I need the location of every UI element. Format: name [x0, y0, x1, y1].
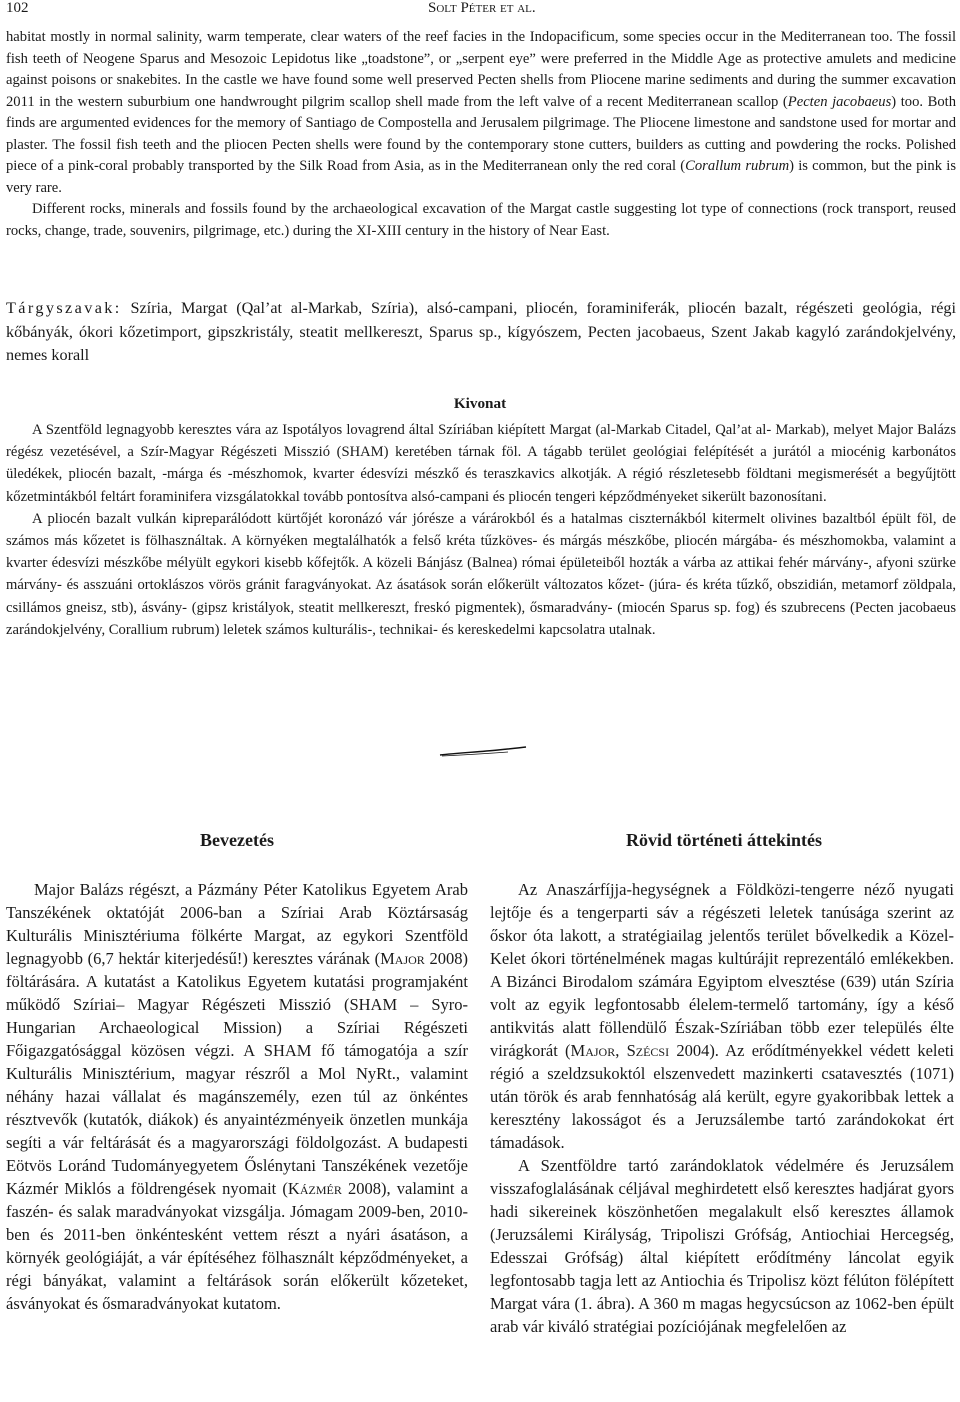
keywords-label: Tárgyszavak:	[6, 299, 122, 317]
citation-author: Major	[380, 949, 425, 968]
kivonat-paragraph-1: A Szentföld legnagyobb keresztes vára az Ispotályos lovagrend által Szíriában kiépített Margat (al-Markab Citadel, Qal’at al- Markab), melyet Major Balázs régész vezetésével, a Szír-Magyar Régészeti Misszió (SHAM) keretében tárnak föl. A tágabb terület geológiai felépítését a jurától a miocénig karbonátos üledékek, pliocén bazalt, -márga és -mészhomok, kvarter édesvízi mészkő és teraszkavics alkotják. A régió részletesebb földtani megismerését a begyűjtött kőzetmintákból feltárt foraminifera vizsgálatokkal tovább pontosítva alsó-campani és pliocén tengeri képződményeket sikerült bazonosítani.	[6, 422, 956, 505]
citation-author: Kázmér	[287, 1179, 342, 1198]
attekintes-text-1: Az Anaszárfíjja-hegységnek a Földközi-tengerre néző nyugati lejtője és a tengerparti sáv a régészeti leletek tanúsága szerint az őskor óta lakott, a stratégiailag jelentős terület bővelkedik a Közel-Kelet ókori történelmének magas kultúrájit reprezentáló emlékekben. A Bizánci Birodalom számára Egyiptom elvesztése (639) után Szíria volt az egyik legfontosabb élelem-termelő tartomány, így a késő antikvitás alatt föllendülő Észak-Szíriában több ezer település élte virágkorát (	[490, 880, 954, 1060]
citation-author: Major	[570, 1041, 616, 1060]
bevezetes-paragraph	[6, 878, 468, 1315]
keywords-block	[6, 297, 956, 368]
english-abstract-text-2: ) too. Both finds are argumented evidences for the memory of Santiago de Compostella and Jerusalem pilgrimage. The Pliocene limestone and sandstone used for mortar and plaster. The fossil fish teeth and the pliocen Pecten shells were found by the contemporary stone cutters, builders as cutting and powdering the rocks. Polished piece of a pink-coral probably transported by the Silk Road from Asia, as in the Mediterranean only the red coral (	[6, 93, 956, 174]
attekintes-paragraph-2: A Szentföldre tartó zarándoklatok védelmére és Jeruzsálem visszafoglalásának céljával meghirdetett első keresztes hadjárat gyors hadi sikereinek köszönhetően megalakult első keresztes államok (Jeruzsálemi Királyság, Tripoliszi Grófság, Antiochiai Hercegség, Edesszai Grófság) által kiépített erődítmény láncolat egyik legfontosabb tagja lett az Antiochia és Tripolisz közt félúton fölépített Margat vára (1. ábra). A 360 m magas hegycsúcson az 1062-ben épült arab vár kiváló stratégiai pozíciójának megfelelően az	[490, 1156, 954, 1336]
english-abstract-text-1: habitat mostly in normal salinity, warm temperate, clear waters of the reef facies in the Indopacificum, some species occur in the Mediterranean too. The fossil fish teeth of Neogene Sparus and Mesozoic Lepidotus like „toadstone”, or „serpent eye” were preferred in the Middle Age as protective amulets and medicine against poisons or snakebites. In the castle we have found some well preserved Pecten shells from Pliocene marine sediments and during the summer excavation 2011 in the western suburbium one handwrought pilgrim scallop shell made from the left valve of a recent Mediterranean scallop (	[6, 29, 956, 110]
kivonat-paragraph-2: A pliocén bazalt vulkán kipreparálódott kürtőjét koronázó vár jórésze a várárokból és a hatalmas ciszternákból kitermelt olivines bazaltból épült föl, de számos más kőzetet is fölhasználtak. A környéken megtalálhatók a felső kréta tűzköves- és márgás mészkőbe, pliocén márgába- és mészhomokba, valamint a kvarter édesvízi mészkőbe mélyült egykori kisebb kőfejtők. A közeli Bánjász (Balnea) római épületeiből hozták a várba az attikai fehér márvány-, afyoni szürke márvány- és asszuáni ortoklászos vörös gránit faragványokat. Az ásatások során előkerült változatos kőzet- (júra- és kréta tűzkő, obszidián, metamorf zöldpala, csillámos gneisz, stb), ásvány- (gipsz kristályok, steatit mellkereszt, freskó pigmentek), ősmaradvány- (miocén Sparus sp. fog) és szubrecens (Pecten jacobaeus zarándokjelvény, Corallium rubrum) leletek számos kulturális-, technikai- és kereskedelmi kapcsolatra utalnak.	[6, 510, 956, 638]
attekintes-text-2: 2004). Az erődítményekkel védett keleti régió a szeldzsukoktól elszenvedett mazinkerti csatavesztés (1071) után török és arab fennhatóság alá került, egyre gyakoribbak lettek a keresztény lakosságot és a Jeruzsálembe tartó zarándokokat ért támadások.	[490, 1041, 954, 1152]
bevezetes-text-1: Major Balázs régészt, a Pázmány Péter Katolikus Egyetem Arab Tanszékének oktatóját 2006-ban a Szíriai Arab Köztársaság Kulturális Minisztériuma fölkérte Margat, az egykori Szentföld legnagyobb (6,7 hektár kiterjedésű!) keresztes várának (	[6, 880, 468, 968]
section-divider-ornament	[438, 744, 528, 760]
page-number: 102	[6, 0, 29, 16]
english-abstract	[6, 27, 956, 242]
heading-tortenti-attekintes: Rövid történeti áttekintés	[626, 830, 822, 850]
english-abstract-paragraph-2: Different rocks, minerals and fossils found by the archaeological excavation of the Margat castle suggesting lot type of connections (rock transport, reused rocks, change, trade, souvenirs, pilgrimage, etc.) during the XI-XIII century in the history of Near East.	[6, 201, 956, 239]
running-head-authors: Solt Péter et al.	[428, 0, 536, 16]
heading-bevezetes: Bevezetés	[200, 830, 274, 850]
english-abstract-text-3: ) is common, but the pink is very rare.	[6, 158, 956, 196]
bevezetes-text-2: 2008) föltárására. A kutatást a Katolikus Egyetem kutatási programjaként működő Szíriai– Magyar Régészeti Misszió (SHAM – Syro-Hungarian Archaeological Mission) a Szíriai Régészeti Főigazgatósággal közösen végzi. A SHAM fő támogatója a szír Kulturális Minisztérium, magyar részről a Mol NyRt., valamint néhány hazai vállalat és magánszemély, ezen túl az önkéntes résztvevők (kutatók, diákok) és anyaintézményeik önzetlen munkája segíti a vár feltárását és a magyarországi földolgozást. A budapesti Eötvös Loránd Tudományegyetem Őslénytani Tanszékének vezetője Kázmér Miklós a földrengések nyomait (	[6, 949, 468, 1198]
column-left	[6, 878, 468, 1315]
keywords-list: Szíria, Margat (Qal’at al-Markab, Szíria), alsó-campani, pliocén, foraminiferák, pliocén bazalt, régészeti geológia, régi kőbányák, ókori kőzetimport, gipszkristály, steatit mellkereszt, Sparus sp., kígyószem, Pecten jacobaeus, Szent Jakab kagyló zarándokjelvény, nemes korall	[6, 299, 956, 364]
hungarian-abstract	[6, 419, 956, 641]
attekintes-paragraph-1	[490, 878, 954, 1154]
citation-separator: ,	[615, 1041, 627, 1060]
bevezetes-text-3: 2008), valamint a faszén- és salak maradványokat vizsgálja. Jómagam 2009-ben, 2010-ben és 2011-ben önkéntesként vettem részt a nyári ásatáson, a környék geológiáját, a vár építéséhez fölhasznált képződményeket, a régi bányákat, valamint a feltárások során előkerült kőzeteket, ásványokat és ősmaradványokat kutatom.	[6, 1179, 468, 1313]
species-name-corallum: Corallum rubrum	[685, 158, 790, 174]
english-abstract-paragraph-1	[6, 27, 956, 199]
species-name-pecten: Pecten jacobaeus	[787, 93, 892, 110]
citation-author: Szécsi	[626, 1041, 670, 1060]
kivonat-heading: Kivonat	[453, 395, 507, 412]
column-right	[490, 878, 954, 1338]
running-head	[428, 0, 536, 17]
